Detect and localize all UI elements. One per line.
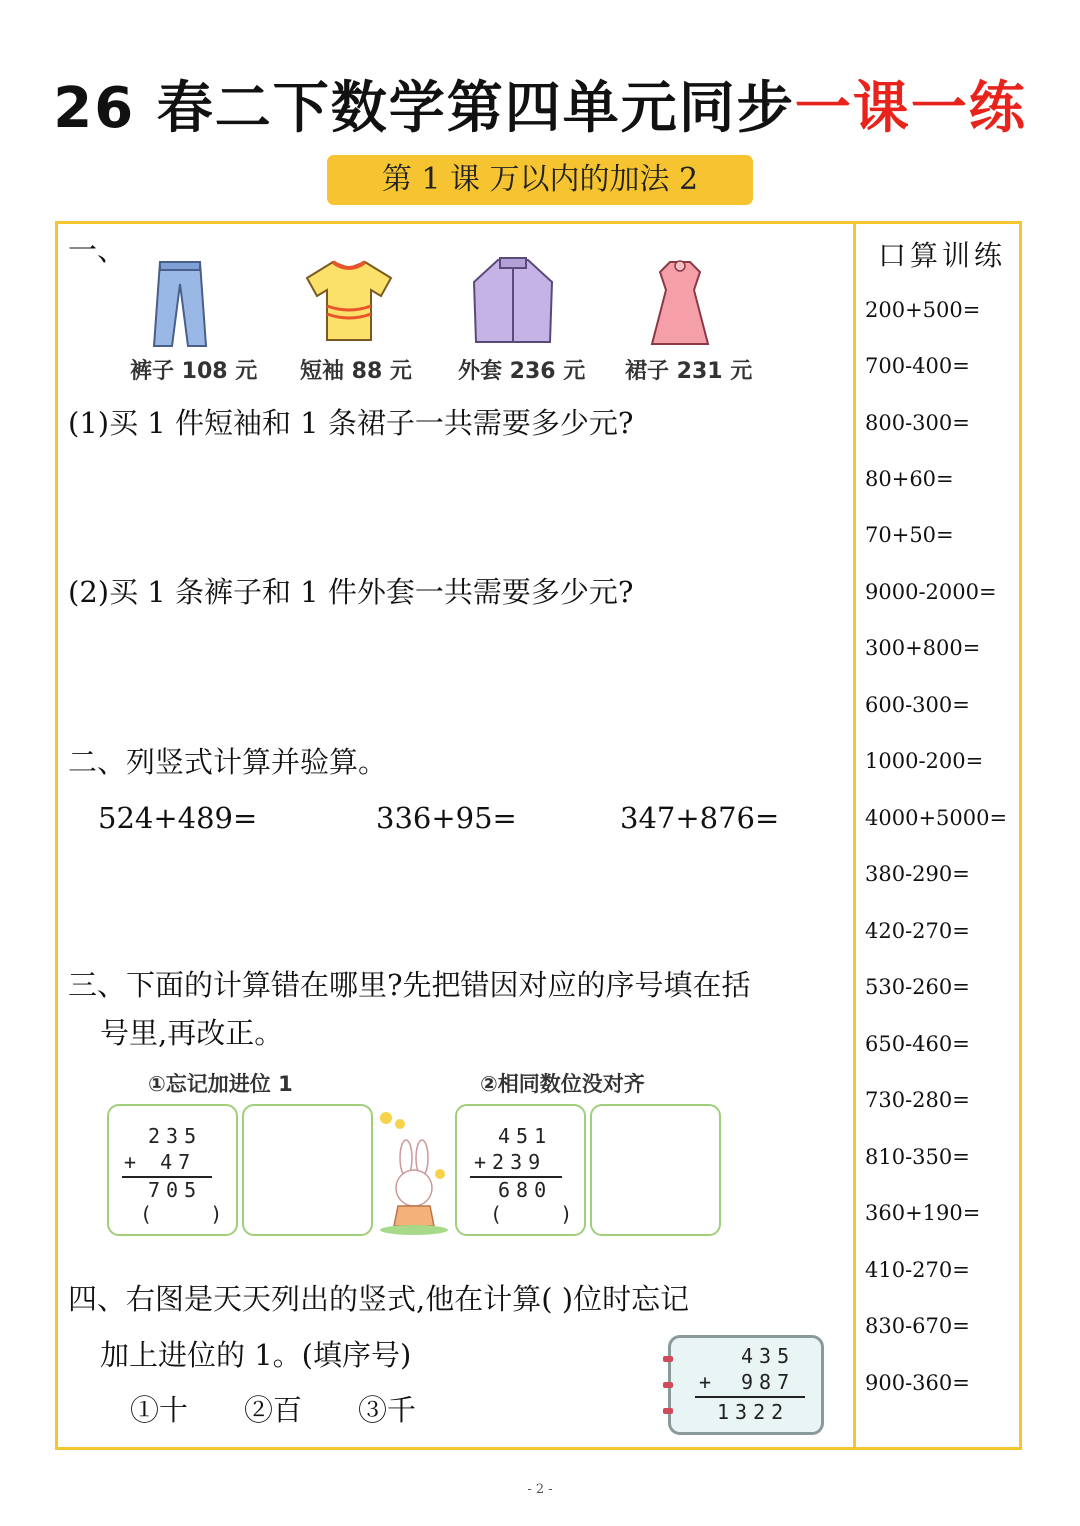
dress-icon xyxy=(650,258,710,348)
item-label-jacket: 外套 236 元 xyxy=(458,359,586,384)
option-2: ②百 xyxy=(244,1393,303,1427)
title-highlight: 一课一练 xyxy=(794,76,1027,141)
oral-item: 360+190= xyxy=(865,1201,981,1225)
calc1-bottom: + 47 xyxy=(124,1150,197,1174)
problem-3: 347+876= xyxy=(620,801,780,835)
oral-item: 70+50= xyxy=(865,523,954,547)
calc1-answer-paren[interactable]: ( ) xyxy=(140,1202,225,1226)
notepad-bottom: 987 xyxy=(741,1370,796,1394)
problem-1: 524+489= xyxy=(98,801,258,835)
oral-item: 600-300= xyxy=(865,693,970,717)
title-main: 26 春二下数学第四单元同步 xyxy=(53,76,795,141)
oral-item: 80+60= xyxy=(865,467,954,491)
pants-icon xyxy=(150,258,210,350)
oral-item: 4000+5000= xyxy=(865,806,1008,830)
oral-item: 900-360= xyxy=(865,1371,970,1395)
lesson-banner: 第 1 课 万以内的加法 2 xyxy=(327,155,753,205)
option-1: ①十 xyxy=(130,1393,189,1427)
section4-line1: 四、右图是天天列出的竖式,他在计算( )位时忘记 xyxy=(68,1282,690,1316)
notepad-result: 1322 xyxy=(717,1400,790,1424)
calc2-answer-paren[interactable]: ( ) xyxy=(490,1202,575,1226)
correction-box-1[interactable] xyxy=(242,1104,373,1236)
jacket-icon xyxy=(470,256,556,346)
oral-item: 300+800= xyxy=(865,636,981,660)
notepad-line xyxy=(695,1396,805,1398)
notepad-calc xyxy=(668,1335,824,1435)
section3-line1: 三、下面的计算错在哪里?先把错因对应的序号填在括 xyxy=(68,968,751,1002)
reason-2: ②相同数位没对齐 xyxy=(480,1072,645,1096)
ring-3 xyxy=(663,1408,673,1414)
item-label-tshirt: 短袖 88 元 xyxy=(300,359,412,384)
item-label-pants: 裤子 108 元 xyxy=(130,359,258,384)
calc1-top: 235 xyxy=(148,1124,203,1148)
section1-number: 一、 xyxy=(68,233,127,267)
notepad-top: 435 xyxy=(741,1344,796,1368)
bunny-icon xyxy=(376,1108,454,1236)
oral-item: 9000-2000= xyxy=(865,580,997,604)
calc1-result: 705 xyxy=(148,1178,203,1202)
oral-item: 800-300= xyxy=(865,411,970,435)
oral-item: 420-270= xyxy=(865,919,970,943)
problem-2: 336+95= xyxy=(376,801,517,835)
calc2-top: 451 xyxy=(498,1124,553,1148)
question-1: (1)买 1 件短袖和 1 条裙子一共需要多少元? xyxy=(68,406,634,440)
calc2-bottom: +239 xyxy=(474,1150,547,1174)
reason-1: ①忘记加进位 1 xyxy=(148,1072,293,1096)
ring-1 xyxy=(663,1356,673,1362)
question-2: (2)买 1 条裤子和 1 件外套一共需要多少元? xyxy=(68,575,634,609)
notepad-sign: + xyxy=(699,1370,718,1394)
oral-item: 530-260= xyxy=(865,975,970,999)
option-3: ③千 xyxy=(358,1393,417,1427)
ring-2 xyxy=(663,1382,673,1388)
oral-item: 700-400= xyxy=(865,354,970,378)
oral-item: 650-460= xyxy=(865,1032,970,1056)
section2-title: 二、列竖式计算并验算。 xyxy=(68,745,388,779)
page-number: - 2 - xyxy=(527,1482,553,1497)
correction-box-2[interactable] xyxy=(590,1104,721,1236)
oral-item: 830-670= xyxy=(865,1314,970,1338)
oral-item: 380-290= xyxy=(865,862,970,886)
page-title xyxy=(0,74,1080,144)
oral-item: 200+500= xyxy=(865,298,981,322)
oral-title: 口算训练 xyxy=(878,239,1007,272)
calc2-result: 680 xyxy=(498,1178,553,1202)
column-divider xyxy=(853,223,856,1449)
oral-item: 810-350= xyxy=(865,1145,970,1169)
oral-item: 730-280= xyxy=(865,1088,970,1112)
oral-item: 410-270= xyxy=(865,1258,970,1282)
item-label-dress: 裙子 231 元 xyxy=(625,359,753,384)
tshirt-icon xyxy=(303,258,395,344)
section3-line2: 号里,再改正。 xyxy=(100,1016,284,1050)
section4-line2: 加上进位的 1。(填序号) xyxy=(100,1338,412,1372)
oral-item: 1000-200= xyxy=(865,749,984,773)
